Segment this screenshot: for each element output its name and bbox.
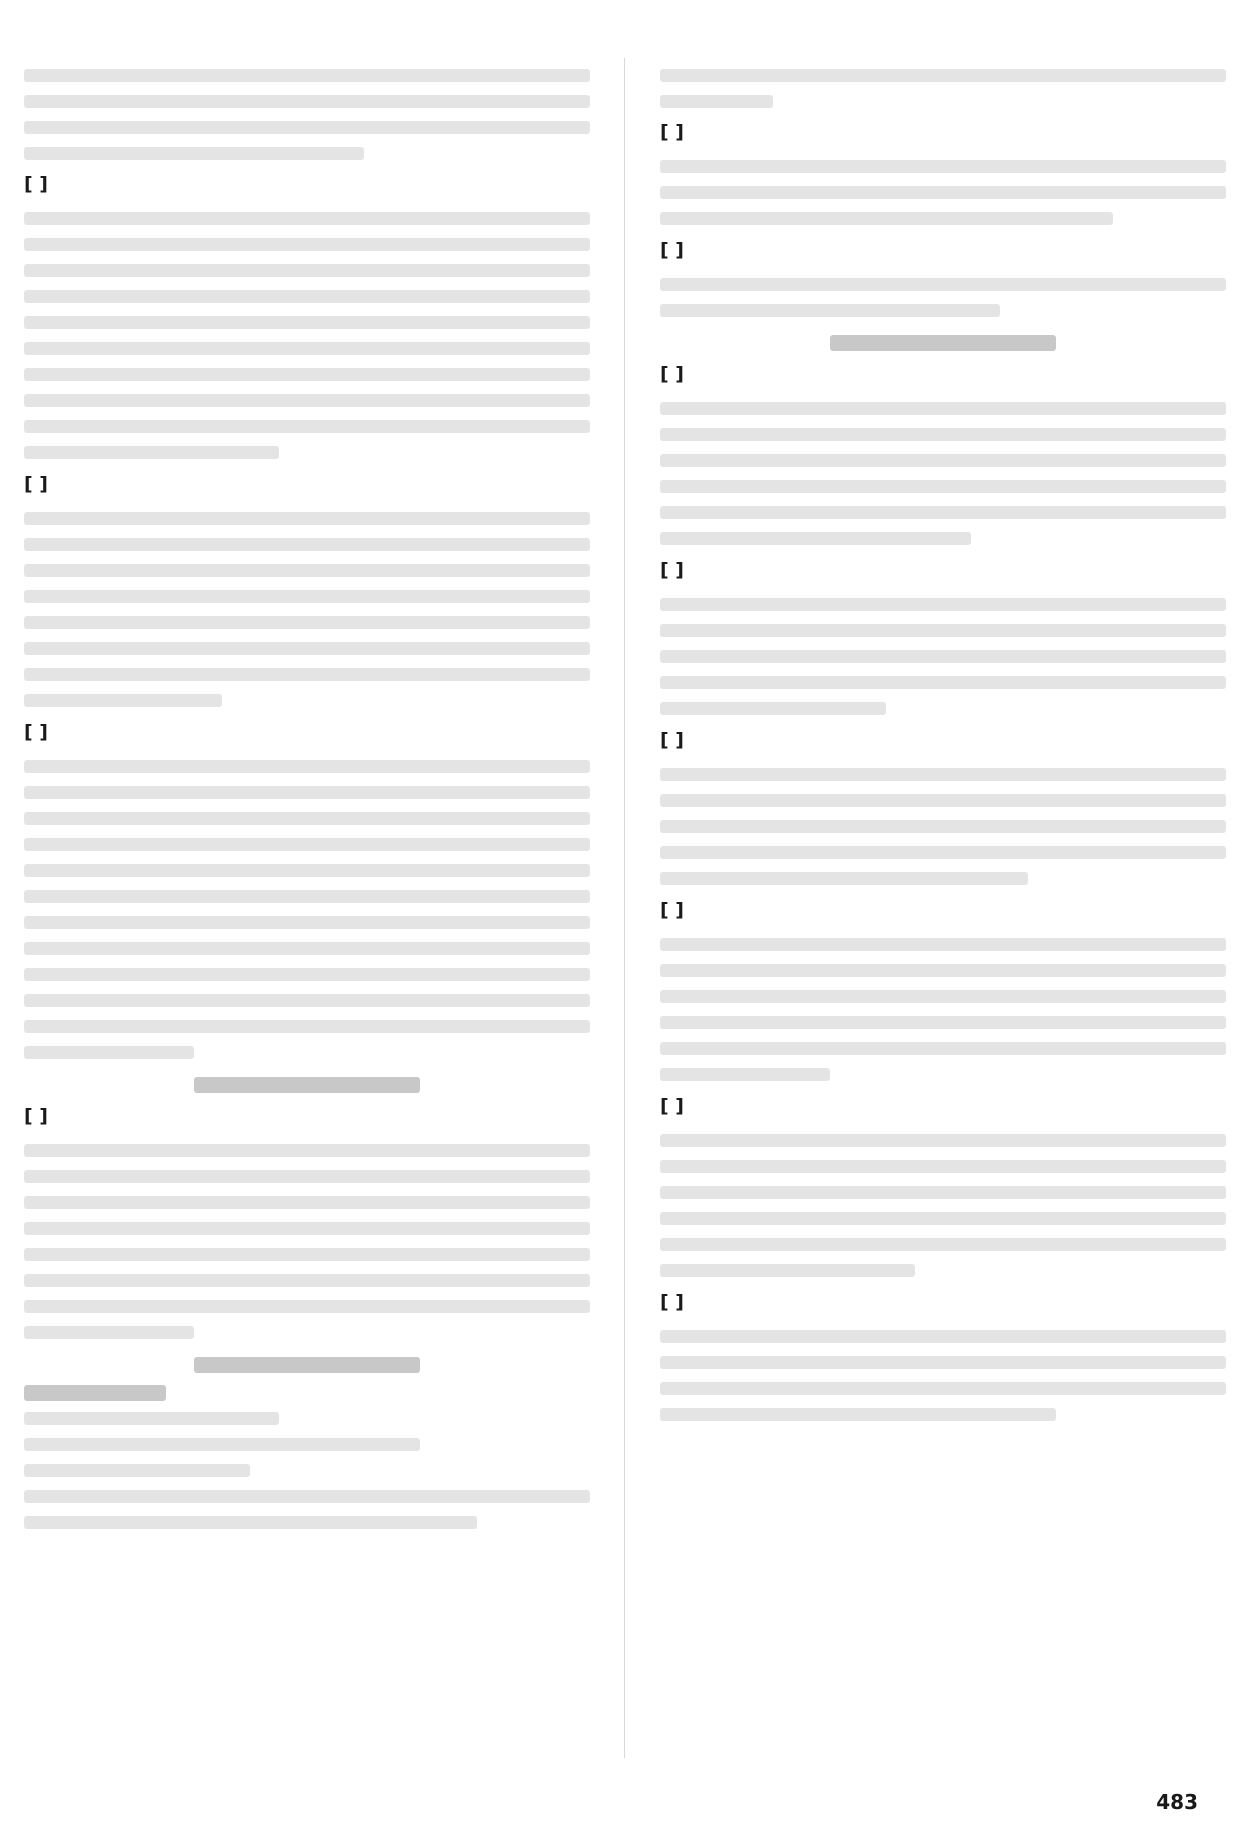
block-label: [ ] xyxy=(24,721,48,743)
block-label: [ ] xyxy=(660,1291,684,1313)
solution-block xyxy=(660,1095,1226,1277)
text-line-placeholder xyxy=(24,968,590,981)
text-line-placeholder xyxy=(660,532,971,545)
block-label: [ ] xyxy=(24,173,48,195)
text-line-placeholder xyxy=(660,454,1226,467)
text-line-placeholder xyxy=(660,938,1226,951)
text-line-placeholder xyxy=(24,394,590,407)
text-line-placeholder xyxy=(24,1020,590,1033)
text-line-placeholder xyxy=(660,1264,915,1277)
section-heading xyxy=(660,335,1226,351)
text-line-placeholder xyxy=(660,1068,830,1081)
answer-page xyxy=(24,58,1226,1758)
solution-block xyxy=(660,121,1226,225)
left-column xyxy=(24,58,590,1758)
text-line-placeholder xyxy=(24,238,590,251)
text-line-placeholder xyxy=(24,95,590,108)
text-line-placeholder xyxy=(24,642,590,655)
text-line-placeholder xyxy=(24,1326,194,1339)
text-line-placeholder xyxy=(24,838,590,851)
solution-block xyxy=(24,721,590,1059)
text-line-placeholder xyxy=(660,624,1226,637)
block-label: [ ] xyxy=(24,473,48,495)
solution-block xyxy=(660,1291,1226,1421)
text-line-placeholder xyxy=(24,668,590,681)
text-line-placeholder xyxy=(24,1274,590,1287)
text-line-placeholder xyxy=(660,964,1226,977)
solution-block xyxy=(660,239,1226,317)
text-line-placeholder xyxy=(660,186,1226,199)
text-line-placeholder xyxy=(660,95,773,108)
solution-block xyxy=(660,559,1226,715)
text-line-placeholder xyxy=(660,768,1226,781)
text-line-placeholder xyxy=(660,506,1226,519)
text-line-placeholder xyxy=(24,446,279,459)
text-line-placeholder xyxy=(24,121,590,134)
text-line-placeholder xyxy=(24,994,590,1007)
text-line-placeholder xyxy=(24,368,590,381)
text-line-placeholder xyxy=(660,872,1028,885)
text-line-placeholder xyxy=(660,69,1226,82)
text-line-placeholder xyxy=(24,147,364,160)
text-line-placeholder xyxy=(24,1464,250,1477)
text-line-placeholder xyxy=(24,1516,477,1529)
text-line-placeholder xyxy=(24,864,590,877)
text-line-placeholder xyxy=(660,212,1113,225)
solution-block xyxy=(660,363,1226,545)
text-line-placeholder xyxy=(24,538,590,551)
solution-block xyxy=(24,173,590,459)
subsection-heading xyxy=(24,1385,590,1401)
text-line-placeholder xyxy=(660,990,1226,1003)
solution-block xyxy=(24,473,590,707)
solution-block xyxy=(660,729,1226,885)
text-line-placeholder xyxy=(660,1016,1226,1029)
text-line-placeholder xyxy=(24,786,590,799)
text-line-placeholder xyxy=(24,694,222,707)
block-label: [ ] xyxy=(660,1095,684,1117)
text-line-placeholder xyxy=(24,1248,590,1261)
section-heading xyxy=(24,1077,590,1093)
text-line-placeholder xyxy=(24,342,590,355)
text-line-placeholder xyxy=(660,1186,1226,1199)
solution-block xyxy=(660,899,1226,1081)
text-line-placeholder xyxy=(660,402,1226,415)
text-line-placeholder xyxy=(24,760,590,773)
text-line-placeholder xyxy=(660,794,1226,807)
text-line-placeholder xyxy=(660,1330,1226,1343)
text-line-placeholder xyxy=(24,890,590,903)
text-line-placeholder xyxy=(660,702,886,715)
text-line-placeholder xyxy=(24,1170,590,1183)
text-line-placeholder xyxy=(660,1212,1226,1225)
text-line-placeholder xyxy=(24,212,590,225)
block-label: [ ] xyxy=(660,559,684,581)
text-line-placeholder xyxy=(660,820,1226,833)
text-line-placeholder xyxy=(24,1046,194,1059)
text-line-placeholder xyxy=(24,564,590,577)
text-line-placeholder xyxy=(660,160,1226,173)
text-line-placeholder xyxy=(660,278,1226,291)
text-line-placeholder xyxy=(660,1382,1226,1395)
text-line-placeholder xyxy=(24,512,590,525)
block-label: [ ] xyxy=(660,121,684,143)
text-line-placeholder xyxy=(660,1356,1226,1369)
text-line-placeholder xyxy=(660,650,1226,663)
block-label: [ ] xyxy=(660,899,684,921)
text-line-placeholder xyxy=(660,304,1000,317)
block-label: [ ] xyxy=(660,239,684,261)
block-label: [ ] xyxy=(660,729,684,751)
text-line-placeholder xyxy=(24,1144,590,1157)
text-line-placeholder xyxy=(660,480,1226,493)
text-line-placeholder xyxy=(24,616,590,629)
text-line-placeholder xyxy=(24,812,590,825)
section-heading xyxy=(24,1357,590,1373)
text-line-placeholder xyxy=(24,1300,590,1313)
text-line-placeholder xyxy=(24,1222,590,1235)
text-line-placeholder xyxy=(24,264,590,277)
text-line-placeholder xyxy=(24,316,590,329)
page-number: 483 xyxy=(1156,1790,1198,1814)
column-divider xyxy=(624,58,625,1758)
text-line-placeholder xyxy=(660,598,1226,611)
text-line-placeholder xyxy=(660,676,1226,689)
text-line-placeholder xyxy=(660,1160,1226,1173)
text-line-placeholder xyxy=(24,1438,420,1451)
text-line-placeholder xyxy=(24,1412,279,1425)
text-line-placeholder xyxy=(24,1196,590,1209)
block-label: [ ] xyxy=(24,1105,48,1127)
solution-block xyxy=(24,1105,590,1339)
right-column xyxy=(660,58,1226,1758)
text-line-placeholder xyxy=(24,420,590,433)
text-line-placeholder xyxy=(660,1042,1226,1055)
text-line-placeholder xyxy=(24,1490,590,1503)
text-line-placeholder xyxy=(660,428,1226,441)
text-line-placeholder xyxy=(24,942,590,955)
text-line-placeholder xyxy=(24,590,590,603)
text-line-placeholder xyxy=(660,1134,1226,1147)
text-line-placeholder xyxy=(24,69,590,82)
block-label: [ ] xyxy=(660,363,684,385)
text-line-placeholder xyxy=(660,1408,1056,1421)
text-line-placeholder xyxy=(24,290,590,303)
text-line-placeholder xyxy=(660,1238,1226,1251)
text-line-placeholder xyxy=(24,916,590,929)
text-line-placeholder xyxy=(660,846,1226,859)
